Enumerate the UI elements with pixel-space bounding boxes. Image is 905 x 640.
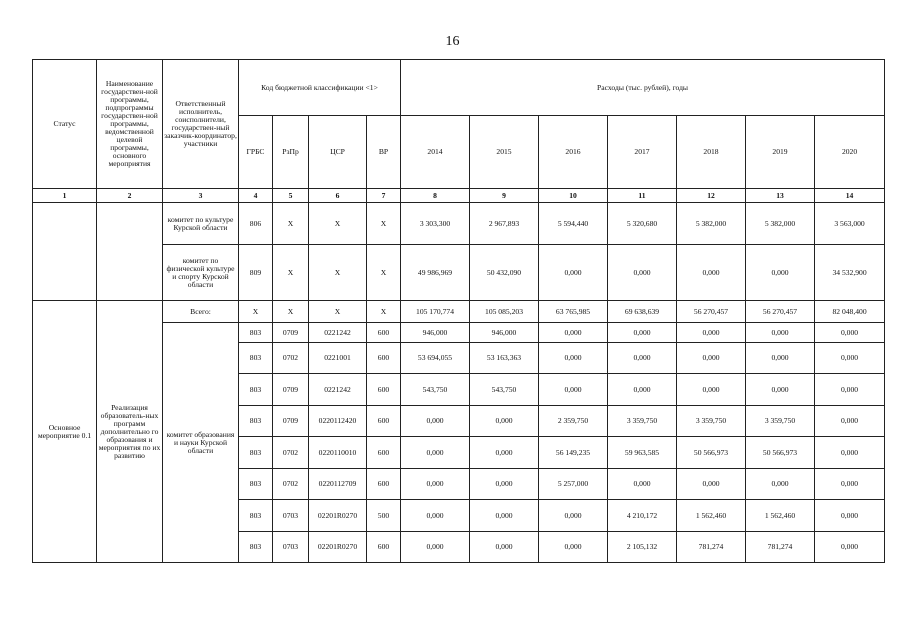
table-row [33, 301, 885, 323]
grbs-cell: 803 [239, 374, 273, 406]
responsible-cell: комитет по физической культуре и спорту Курской области [163, 245, 239, 301]
expense-cell: 0,000 [815, 323, 885, 343]
expense-cell: 0,000 [539, 500, 608, 532]
vr-cell: 600 [367, 374, 401, 406]
budget-table [32, 59, 885, 563]
expense-cell: 0,000 [608, 323, 677, 343]
responsible-cell: комитет образования и науки Курской области [163, 323, 239, 563]
csr-cell: 0221242 [309, 323, 367, 343]
csr-cell: 0220110010 [309, 437, 367, 469]
header-expenses: Расходы (тыс. рублей), годы [401, 60, 885, 116]
column-number: 7 [367, 189, 401, 203]
expense-cell: 105 085,203 [470, 301, 539, 323]
column-number: 11 [608, 189, 677, 203]
expense-cell: 53 163,363 [470, 343, 539, 374]
column-number: 4 [239, 189, 273, 203]
page-number: 16 [445, 34, 460, 49]
rzpr-cell: 0709 [273, 374, 309, 406]
expense-cell: 0,000 [677, 343, 746, 374]
expense-cell: 0,000 [401, 437, 470, 469]
rzpr-cell: X [273, 203, 309, 245]
column-number: 13 [746, 189, 815, 203]
csr-cell: 02201R0270 [309, 500, 367, 532]
grbs-cell: 803 [239, 532, 273, 563]
column-number: 10 [539, 189, 608, 203]
vr-cell: 600 [367, 406, 401, 437]
csr-cell: 02201R0270 [309, 532, 367, 563]
responsible-cell: комитет по культуре Курской области [163, 203, 239, 245]
expense-cell: 0,000 [470, 500, 539, 532]
expense-cell: 0,000 [746, 374, 815, 406]
expense-cell: 781,274 [746, 532, 815, 563]
expense-cell: 0,000 [539, 323, 608, 343]
grbs-cell: 803 [239, 437, 273, 469]
expense-cell: 50 566,973 [746, 437, 815, 469]
expense-cell: 0,000 [815, 406, 885, 437]
expense-cell: 2 967,893 [470, 203, 539, 245]
header-responsible: Ответственный исполнитель, соисполнители, государствен-ный заказчик-координатор, участники [163, 60, 239, 189]
expense-cell: 0,000 [815, 437, 885, 469]
csr-cell: X [309, 245, 367, 301]
expense-cell: 781,274 [677, 532, 746, 563]
expense-cell: 0,000 [470, 469, 539, 500]
header-year: 2018 [677, 116, 746, 189]
rzpr-cell: 0703 [273, 532, 309, 563]
expense-cell: 49 986,969 [401, 245, 470, 301]
header-year: 2016 [539, 116, 608, 189]
vr-cell: 600 [367, 343, 401, 374]
expense-cell: 50 432,090 [470, 245, 539, 301]
expense-cell: 0,000 [746, 469, 815, 500]
expense-cell: 0,000 [677, 323, 746, 343]
expense-cell: 2 105,132 [608, 532, 677, 563]
expense-cell: 0,000 [746, 245, 815, 301]
expense-cell: 3 359,750 [746, 406, 815, 437]
program-name-cell: Реализация образователь-ных программ дополнительно го образования и мероприятия по их развитию [97, 301, 163, 563]
csr-cell: X [309, 203, 367, 245]
expense-cell: 3 359,750 [677, 406, 746, 437]
column-number: 8 [401, 189, 470, 203]
grbs-cell: 809 [239, 245, 273, 301]
expense-cell: 2 359,750 [539, 406, 608, 437]
expense-cell: 0,000 [401, 500, 470, 532]
grbs-cell: 803 [239, 323, 273, 343]
expense-cell: 0,000 [539, 374, 608, 406]
header-year: 2015 [470, 116, 539, 189]
expense-cell: 0,000 [746, 343, 815, 374]
expense-cell: 0,000 [608, 374, 677, 406]
expense-cell: 1 562,460 [677, 500, 746, 532]
column-number: 2 [97, 189, 163, 203]
status-cell: Основное мероприятие 0.1 [33, 301, 97, 563]
grbs-cell: 803 [239, 406, 273, 437]
expense-cell: 5 320,680 [608, 203, 677, 245]
rzpr-cell: X [273, 245, 309, 301]
expense-cell: 3 303,300 [401, 203, 470, 245]
expense-cell: 0,000 [470, 437, 539, 469]
expense-cell: 0,000 [608, 343, 677, 374]
grbs-cell: 803 [239, 343, 273, 374]
vr-cell: 600 [367, 323, 401, 343]
grbs-cell: 806 [239, 203, 273, 245]
header-vr: ВР [367, 116, 401, 189]
vr-cell: 600 [367, 437, 401, 469]
rzpr-cell: 0709 [273, 406, 309, 437]
expense-cell: 5 382,000 [746, 203, 815, 245]
expense-cell: 63 765,985 [539, 301, 608, 323]
expense-cell: 0,000 [470, 406, 539, 437]
expense-cell: 59 963,585 [608, 437, 677, 469]
expense-cell: 0,000 [608, 469, 677, 500]
csr-cell: 0221242 [309, 374, 367, 406]
expense-cell: 0,000 [815, 500, 885, 532]
column-number: 3 [163, 189, 239, 203]
expense-cell: 0,000 [677, 245, 746, 301]
expense-cell: 34 532,900 [815, 245, 885, 301]
expense-cell: 0,000 [677, 469, 746, 500]
rzpr-cell: 0703 [273, 500, 309, 532]
grbs-cell: 803 [239, 500, 273, 532]
expense-cell: 946,000 [470, 323, 539, 343]
expense-cell: 0,000 [815, 374, 885, 406]
expense-cell: 0,000 [815, 469, 885, 500]
table-row [33, 203, 885, 245]
rzpr-cell: 0702 [273, 469, 309, 500]
expense-cell: 4 210,172 [608, 500, 677, 532]
expense-cell: 3 359,750 [608, 406, 677, 437]
expense-cell: 56 270,457 [677, 301, 746, 323]
expense-cell: 0,000 [539, 343, 608, 374]
vr-cell: X [367, 245, 401, 301]
header-program-name: Наименование государствен-ной программы, подпрограммы государствен-ной программы, ведомственной целевой программы, основного мероприятия [97, 60, 163, 189]
expense-cell: 82 048,400 [815, 301, 885, 323]
header-rzpr: РзПр [273, 116, 309, 189]
column-number: 1 [33, 189, 97, 203]
header-budget-code: Код бюджетной классификации <1> [239, 60, 401, 116]
expense-cell: 0,000 [815, 343, 885, 374]
expense-cell: 0,000 [401, 406, 470, 437]
vr-cell: 500 [367, 500, 401, 532]
rzpr-cell: 0709 [273, 323, 309, 343]
expense-cell: 0,000 [401, 532, 470, 563]
column-number: 12 [677, 189, 746, 203]
expense-cell: 0,000 [539, 245, 608, 301]
expense-cell: 50 566,973 [677, 437, 746, 469]
expense-cell: 0,000 [470, 532, 539, 563]
column-number: 9 [470, 189, 539, 203]
expense-cell: 5 594,440 [539, 203, 608, 245]
rzpr-cell: X [273, 301, 309, 323]
header-status: Статус [33, 60, 97, 189]
expense-cell: 543,750 [401, 374, 470, 406]
program-name-cell [97, 203, 163, 301]
expense-cell: 105 170,774 [401, 301, 470, 323]
expense-cell: 3 563,000 [815, 203, 885, 245]
column-number: 14 [815, 189, 885, 203]
column-number: 5 [273, 189, 309, 203]
grbs-cell: 803 [239, 469, 273, 500]
expense-cell: 946,000 [401, 323, 470, 343]
expense-cell: 0,000 [608, 245, 677, 301]
expense-cell: 53 694,055 [401, 343, 470, 374]
rzpr-cell: 0702 [273, 437, 309, 469]
grbs-cell: X [239, 301, 273, 323]
column-number: 6 [309, 189, 367, 203]
csr-cell: 0221001 [309, 343, 367, 374]
header-year: 2019 [746, 116, 815, 189]
expense-cell: 5 257,000 [539, 469, 608, 500]
expense-cell: 0,000 [746, 323, 815, 343]
expense-cell: 69 638,639 [608, 301, 677, 323]
responsible-cell: Всего: [163, 301, 239, 323]
header-csr: ЦСР [309, 116, 367, 189]
header-row [33, 60, 885, 116]
vr-cell: X [367, 301, 401, 323]
vr-cell: 600 [367, 532, 401, 563]
expense-cell: 5 382,000 [677, 203, 746, 245]
expense-cell: 56 149,235 [539, 437, 608, 469]
status-cell [33, 203, 97, 301]
expense-cell: 0,000 [677, 374, 746, 406]
header-grbs: ГРБС [239, 116, 273, 189]
expense-cell: 0,000 [401, 469, 470, 500]
vr-cell: 600 [367, 469, 401, 500]
rzpr-cell: 0702 [273, 343, 309, 374]
header-year: 2020 [815, 116, 885, 189]
csr-cell: 0220112420 [309, 406, 367, 437]
expense-cell: 1 562,460 [746, 500, 815, 532]
csr-cell: X [309, 301, 367, 323]
expense-cell: 543,750 [470, 374, 539, 406]
column-number-row [33, 189, 885, 203]
header-year: 2017 [608, 116, 677, 189]
expense-cell: 56 270,457 [746, 301, 815, 323]
expense-cell: 0,000 [815, 532, 885, 563]
csr-cell: 0220112709 [309, 469, 367, 500]
expense-cell: 0,000 [539, 532, 608, 563]
vr-cell: X [367, 203, 401, 245]
header-year: 2014 [401, 116, 470, 189]
